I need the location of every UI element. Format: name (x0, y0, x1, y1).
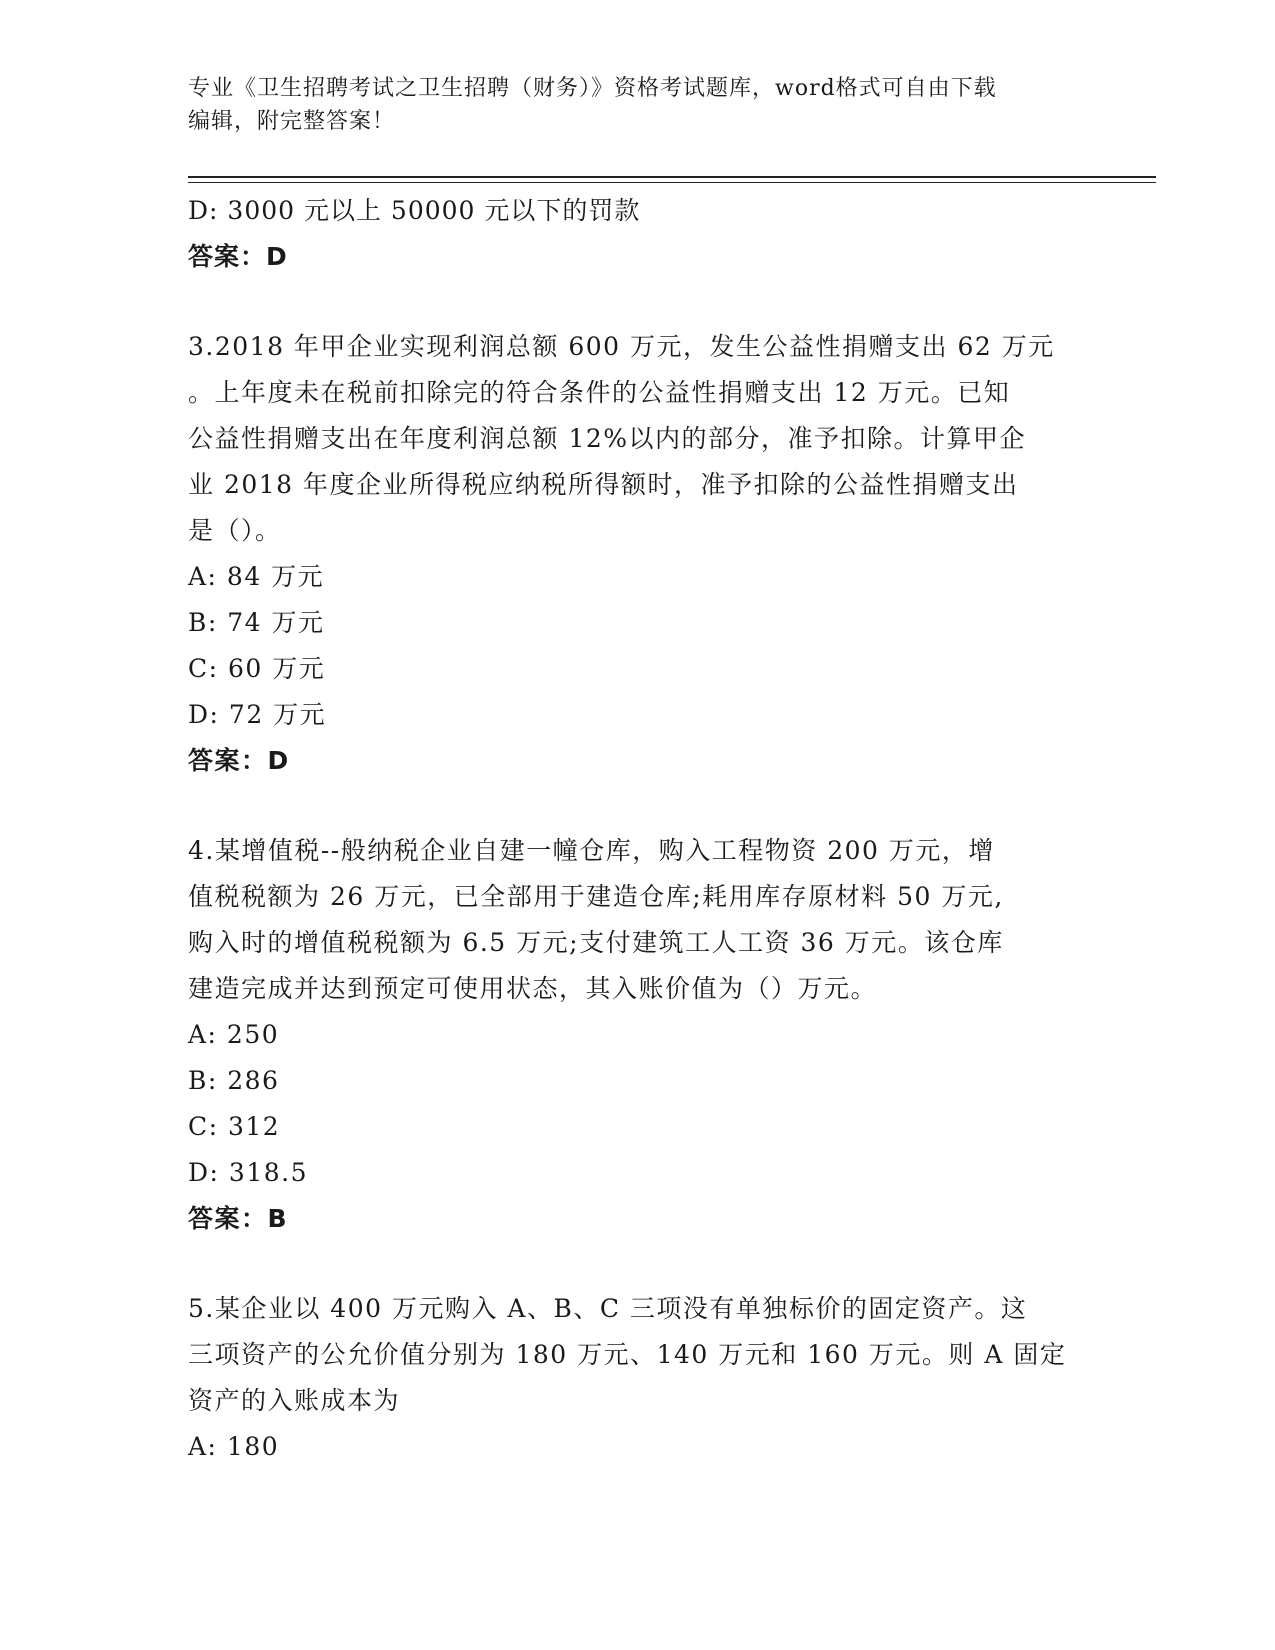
question-text-line: 购入时的增值税税额为 6.5 万元;支付建筑工人工资 36 万元。该仓库 (188, 928, 1004, 957)
option-b: B: 74 万元 (188, 608, 325, 637)
header-rule-thick (188, 176, 1156, 178)
option-c: C: 60 万元 (188, 654, 326, 683)
option-d: D: 72 万元 (188, 700, 327, 729)
option-d: D: 318.5 (188, 1158, 308, 1187)
answer-label: 答案：D (188, 242, 288, 271)
question-text-line: 5.某企业以 400 万元购入 A、B、C 三项没有单独标价的固定资产。这 (188, 1294, 1028, 1323)
option-a: A: 180 (188, 1432, 280, 1461)
question-text-line: 值税税额为 26 万元，已全部用于建造仓库;耗用库存原材料 50 万元, (188, 882, 1004, 911)
question-3 (188, 324, 1088, 784)
question-text-line: 3.2018 年甲企业实现利润总额 600 万元，发生公益性捐赠支出 62 万元 (188, 332, 1055, 361)
document-header (188, 72, 1088, 138)
option-d: D: 3000 元以上 50000 元以下的罚款 (188, 196, 641, 225)
question-5 (188, 1286, 1088, 1470)
question-text-line: 是（）。 (188, 516, 282, 545)
option-a: A: 84 万元 (188, 562, 325, 591)
question-text-line: 公益性捐赠支出在年度利润总额 12%以内的部分，准予扣除。计算甲企 (188, 424, 1027, 453)
answer-label: 答案：D (188, 746, 290, 775)
question-text-line: 建造完成并达到预定可使用状态，其入账价值为（）万元。 (188, 974, 878, 1003)
previous-question-tail (188, 188, 1088, 280)
header-line-2: 编辑，附完整答案！ (188, 109, 396, 134)
question-text-line: 业 2018 年度企业所得税应纳税所得额时，准予扣除的公益性捐赠支出 (188, 470, 1019, 499)
question-text-line: 三项资产的公允价值分别为 180 万元、140 万元和 160 万元。则 A 固定 (188, 1340, 1067, 1369)
option-b: B: 286 (188, 1066, 280, 1095)
answer-label: 答案：B (188, 1204, 289, 1233)
header-rule-thin (188, 182, 1156, 183)
question-4 (188, 828, 1088, 1242)
header-line-1: 专业《卫生招聘考试之卫生招聘（财务）》资格考试题库，word格式可自由下载 (188, 76, 997, 101)
question-text-line: 资产的入账成本为 (188, 1386, 401, 1415)
question-text-line: 4.某增值税--般纳税企业自建一幢仓库，购入工程物资 200 万元，增 (188, 836, 995, 865)
option-a: A: 250 (188, 1020, 280, 1049)
question-text-line: 。上年度未在税前扣除完的符合条件的公益性捐赠支出 12 万元。已知 (188, 378, 1011, 407)
document-content (188, 188, 1088, 1470)
option-c: C: 312 (188, 1112, 281, 1141)
